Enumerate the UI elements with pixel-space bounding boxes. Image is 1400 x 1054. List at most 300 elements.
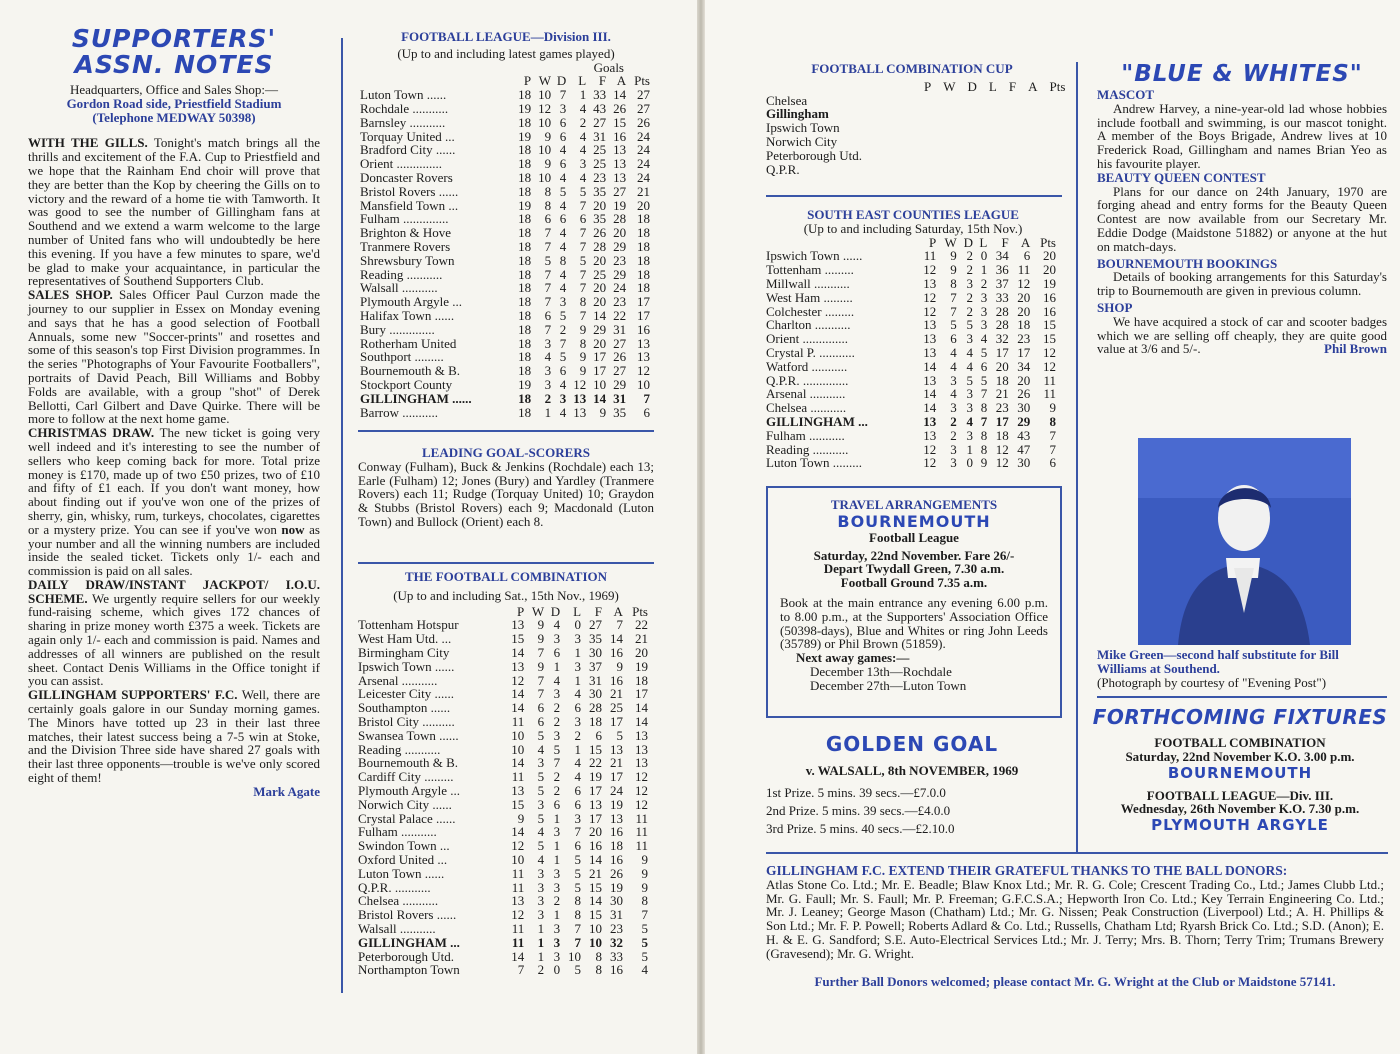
- stat-cell: 5: [950, 317, 957, 333]
- team-name-cell: GILLINGHAM ......: [360, 390, 472, 406]
- stat-cell: 6: [553, 644, 561, 660]
- stat-cell: 7: [553, 755, 561, 771]
- stat-cell: 11: [511, 879, 525, 895]
- stat-cell: 19: [1043, 275, 1056, 291]
- stat-cell: 14: [588, 893, 602, 909]
- stat-cell: 28: [613, 211, 627, 227]
- stat-cell: 9: [544, 128, 552, 144]
- table-row: [766, 429, 1056, 443]
- team-name-cell: Reading ...........: [360, 266, 443, 282]
- stat-cell: 19: [518, 128, 532, 144]
- stat-cell: 35: [588, 631, 602, 647]
- table-row: [360, 337, 650, 351]
- stat-cell: 4: [559, 197, 567, 213]
- stat-cell: 6: [643, 404, 650, 420]
- stat-cell: 4: [574, 686, 582, 702]
- stat-cell: 18: [518, 114, 532, 130]
- table-row: [358, 950, 648, 964]
- player-photo: [1138, 438, 1351, 645]
- stat-cell: 9: [579, 321, 587, 337]
- table-row: [766, 387, 1056, 401]
- stat-cell: 6: [980, 358, 988, 374]
- table-row: [358, 729, 648, 743]
- stat-cell: 4: [559, 376, 567, 392]
- supporters-notes: [28, 26, 320, 799]
- stat-cell: 21: [635, 631, 648, 647]
- travel-date-fare: Saturday, 22nd November. Fare 26/-: [813, 547, 1015, 563]
- table-header-cell: A: [616, 73, 627, 89]
- stat-cell: 7: [579, 280, 587, 296]
- stat-cell: 4: [559, 238, 567, 254]
- team-name-cell: Barnsley ...........: [360, 114, 446, 130]
- table-row: [358, 963, 648, 977]
- stat-cell: 12: [573, 376, 587, 392]
- stat-cell: 6: [595, 727, 602, 743]
- stat-cell: 10: [538, 142, 552, 158]
- stat-cell: 26: [609, 865, 623, 881]
- stat-cell: 20: [1017, 289, 1031, 305]
- stat-cell: 9: [537, 617, 545, 633]
- stat-cell: 13: [511, 658, 525, 674]
- stat-cell: 7: [579, 225, 587, 241]
- stat-cell: 18: [1017, 317, 1031, 333]
- division3-table: [360, 74, 650, 419]
- stat-cell: 14: [588, 851, 602, 867]
- stat-cell: 14: [511, 644, 525, 660]
- stat-cell: 2: [553, 769, 561, 785]
- stat-cell: 30: [609, 893, 623, 909]
- stat-cell: 14: [923, 358, 937, 374]
- stat-cell: 14: [613, 87, 627, 103]
- stat-cell: 29: [613, 376, 627, 392]
- table-row: [766, 415, 1056, 429]
- stat-cell: 8: [574, 893, 582, 909]
- stat-cell: 11: [1043, 372, 1056, 388]
- combination-title: THE FOOTBALL COMBINATION: [404, 569, 607, 584]
- stat-cell: 13: [635, 755, 648, 771]
- stat-cell: 11: [511, 934, 525, 950]
- table-row: [766, 263, 1056, 277]
- stat-cell: 18: [518, 307, 532, 323]
- stat-cell: 2: [966, 303, 974, 319]
- table-row: [358, 894, 648, 908]
- stat-cell: 26: [613, 349, 627, 365]
- table-header-cell: F: [594, 603, 602, 619]
- fixtures-title: FORTHCOMING FIXTURES: [1092, 705, 1388, 729]
- sales-paragraph: SALES SHOP. Sales Officer Paul Curzon made the journey to our supplier in Essex on Monday evening and says that he has a good selection of Football Annuals, some new "Soccer-prints" and rosettes and some of this season's top First Division programmes. In the series "Photographs of Your Favourite Footballers", portraits of David Peach, Bill Williams and Bobby Folds are available, with a group "shot" of Derek Bellotti, Carl Gilbert and Dave Quirke. There will be more to follow at the next home game.: [28, 287, 320, 427]
- stat-cell: 37: [995, 275, 1009, 291]
- table-header-cell: P: [929, 234, 937, 250]
- division3-title: FOOTBALL LEAGUE—Division III.: [401, 29, 611, 44]
- stat-cell: 14: [593, 390, 607, 406]
- stat-cell: 3: [559, 390, 567, 406]
- stat-cell: 11: [511, 920, 525, 936]
- stat-cell: 5: [537, 838, 545, 854]
- stat-cell: 15: [1043, 331, 1056, 347]
- stat-cell: 7: [616, 617, 623, 633]
- team-name-cell: Chelsea ...........: [358, 893, 439, 909]
- table-header-cell: L: [578, 73, 587, 89]
- team-name-cell: Bournemouth & B.: [360, 363, 461, 379]
- stat-cell: 12: [995, 441, 1009, 457]
- table-header-cell: L: [573, 603, 582, 619]
- team-name-cell: Fulham ...........: [358, 824, 437, 840]
- stat-cell: 9: [517, 810, 525, 826]
- stat-cell: 7: [559, 335, 567, 351]
- table-header-cell: P: [516, 603, 525, 619]
- stat-cell: 37: [588, 658, 602, 674]
- stat-cell: 7: [950, 289, 957, 305]
- travel-league: Football League: [869, 529, 959, 545]
- stat-cell: 20: [593, 197, 607, 213]
- stat-cell: 4: [559, 280, 567, 296]
- team-name-cell: GILLINGHAM ...: [766, 413, 868, 429]
- stat-cell: 3: [950, 400, 957, 416]
- fixture-opponent: PLYMOUTH ARGYLE: [1151, 816, 1329, 835]
- stat-cell: 7: [537, 686, 545, 702]
- stat-cell: 6: [559, 211, 567, 227]
- donors-section: [766, 864, 1384, 988]
- stat-cell: 5: [579, 252, 587, 268]
- stat-cell: 14: [511, 686, 525, 702]
- table-row: [358, 632, 648, 646]
- stat-cell: 31: [613, 390, 627, 406]
- team-name-cell: Chelsea ...........: [766, 400, 847, 416]
- stat-cell: 28: [593, 238, 607, 254]
- stat-cell: 18: [518, 404, 532, 420]
- table-row: [360, 309, 650, 323]
- team-name-cell: Halifax Town ......: [360, 307, 455, 323]
- stat-cell: 18: [518, 183, 532, 199]
- stat-cell: 9: [537, 631, 545, 647]
- shop-heading: SHOP: [1097, 299, 1133, 315]
- blue-whites-signature: Phil Brown: [1324, 341, 1387, 357]
- table-row: [360, 323, 650, 337]
- team-name-cell: Arsenal ...........: [766, 386, 846, 402]
- stat-cell: 5: [980, 344, 988, 360]
- blue-whites-title: "BLUE & WHITES": [1121, 61, 1363, 87]
- stat-cell: 19: [588, 769, 602, 785]
- team-name-cell: Birmingham City: [358, 644, 450, 660]
- stat-cell: 9: [641, 879, 648, 895]
- table-row: [358, 674, 648, 688]
- stat-cell: 6: [559, 363, 567, 379]
- stat-cell: 18: [518, 349, 532, 365]
- table-row: [358, 908, 648, 922]
- stat-cell: 27: [637, 87, 650, 103]
- stat-cell: 26: [613, 100, 627, 116]
- table-row: [360, 116, 650, 130]
- stat-cell: 13: [511, 617, 525, 633]
- table-row: [766, 277, 1056, 291]
- table-header-cell: [766, 236, 915, 250]
- stat-cell: 30: [1017, 455, 1031, 471]
- table-header-cell: D: [963, 234, 974, 250]
- stat-cell: 0: [553, 962, 561, 978]
- stat-cell: 29: [613, 238, 627, 254]
- table-header-cell: D: [967, 78, 977, 94]
- stat-cell: 7: [980, 413, 988, 429]
- stat-cell: 8: [595, 948, 602, 964]
- table-row: [358, 867, 648, 881]
- stat-cell: 3: [553, 824, 561, 840]
- stat-cell: 3: [966, 427, 974, 443]
- stat-cell: 26: [1017, 386, 1031, 402]
- stat-cell: 8: [980, 441, 988, 457]
- stat-cell: 13: [635, 727, 648, 743]
- golden-goal-prize: 1st Prize. 5 mins. 39 secs.—£7.0.0: [766, 784, 946, 800]
- stat-cell: 13: [613, 142, 627, 158]
- stat-cell: 20: [1043, 248, 1056, 264]
- stat-cell: 4: [579, 169, 587, 185]
- stat-cell: 3: [579, 156, 587, 172]
- photo-caption: [1097, 648, 1387, 689]
- stat-cell: 1: [553, 810, 561, 826]
- stat-cell: 9: [950, 262, 957, 278]
- mascot-heading: MASCOT: [1097, 87, 1155, 102]
- stat-cell: 13: [609, 741, 623, 757]
- cup-team: Gillingham: [766, 106, 829, 122]
- section-rule: [1097, 696, 1387, 698]
- team-name-cell: Ipswich Town ......: [358, 658, 455, 674]
- stat-cell: 2: [980, 275, 988, 291]
- stat-cell: 4: [966, 358, 974, 374]
- table-header-cell: A: [613, 603, 623, 619]
- stat-cell: 18: [637, 225, 650, 241]
- table-header-cell: L: [988, 78, 997, 94]
- table-row: [360, 392, 650, 406]
- stat-cell: 3: [559, 100, 567, 116]
- donors-footer: Further Ball Donors welcomed; please contact Mr. G. Wright at the Club or Maidstone 57141.: [814, 973, 1336, 989]
- stat-cell: 18: [609, 838, 623, 854]
- stat-cell: 7: [1049, 441, 1056, 457]
- team-name-cell: Mansfield Town ...: [360, 197, 459, 213]
- cup-title: FOOTBALL COMBINATION CUP: [811, 61, 1013, 76]
- stat-cell: 12: [511, 672, 525, 688]
- stat-cell: 13: [923, 344, 937, 360]
- stat-cell: 3: [544, 335, 552, 351]
- stat-cell: 3: [966, 275, 974, 291]
- table-row: [360, 185, 650, 199]
- stat-cell: 7: [544, 266, 552, 282]
- team-name-cell: West Ham Utd. ...: [358, 631, 452, 647]
- travel-box: [766, 486, 1062, 718]
- stat-cell: 17: [637, 294, 650, 310]
- table-header-cell: F: [1001, 234, 1009, 250]
- stat-cell: 19: [613, 197, 627, 213]
- table-row: [766, 291, 1056, 305]
- table-row: [358, 812, 648, 826]
- team-name-cell: Luton Town ......: [360, 87, 447, 103]
- stat-cell: 5: [980, 372, 988, 388]
- stat-cell: 19: [609, 879, 623, 895]
- stat-cell: 21: [609, 755, 623, 771]
- stat-cell: 13: [613, 156, 627, 172]
- stat-cell: 16: [609, 851, 623, 867]
- stat-cell: 14: [511, 948, 525, 964]
- stat-cell: 14: [635, 713, 648, 729]
- stat-cell: 4: [950, 344, 957, 360]
- team-name-cell: Plymouth Argyle ...: [358, 782, 460, 798]
- stat-cell: 3: [537, 865, 545, 881]
- stat-cell: 12: [995, 455, 1009, 471]
- stat-cell: 7: [544, 238, 552, 254]
- team-name-cell: Luton Town ......: [358, 865, 445, 881]
- stat-cell: 3: [553, 686, 561, 702]
- bookings-text: Details of booking arrangements for this Saturday's trip to Bournemouth are given in previous column.: [1097, 269, 1387, 299]
- stat-cell: 13: [923, 317, 937, 333]
- stat-cell: 14: [511, 824, 525, 840]
- stat-cell: 12: [923, 289, 937, 305]
- stat-cell: 25: [609, 700, 623, 716]
- stat-cell: 3: [966, 331, 974, 347]
- secounties-table: [766, 236, 1056, 471]
- stat-cell: 21: [609, 686, 623, 702]
- team-name-cell: Ipswich Town ......: [766, 248, 863, 264]
- stat-cell: 24: [637, 142, 650, 158]
- stat-cell: 7: [579, 266, 587, 282]
- stat-cell: 17: [609, 769, 623, 785]
- stat-cell: 10: [637, 376, 650, 392]
- stat-cell: 4: [559, 225, 567, 241]
- stat-cell: 18: [518, 294, 532, 310]
- stat-cell: 13: [573, 390, 587, 406]
- table-header-cell: W: [531, 603, 545, 619]
- stat-cell: 1: [553, 838, 561, 854]
- stat-cell: 15: [1043, 317, 1056, 333]
- stat-cell: 8: [595, 962, 602, 978]
- stat-cell: 14: [593, 307, 607, 323]
- stat-cell: 16: [609, 962, 623, 978]
- stat-cell: 3: [950, 441, 957, 457]
- table-row: [766, 360, 1056, 374]
- stat-cell: 4: [950, 358, 957, 374]
- stat-cell: 22: [635, 617, 648, 633]
- stat-cell: 10: [538, 87, 552, 103]
- stat-cell: 12: [511, 907, 525, 923]
- stat-cell: 3: [537, 893, 545, 909]
- team-name-cell: Luton Town .........: [766, 455, 862, 471]
- stat-cell: 23: [1017, 331, 1031, 347]
- stat-cell: 4: [537, 741, 545, 757]
- stat-cell: 18: [995, 427, 1009, 443]
- stat-cell: 24: [637, 128, 650, 144]
- table-row: [766, 318, 1056, 332]
- stat-cell: 12: [538, 100, 552, 116]
- stat-cell: 3: [980, 317, 988, 333]
- table-header-cell: Pts: [634, 73, 650, 89]
- beauty-heading: BEAUTY QUEEN CONTEST: [1097, 169, 1266, 185]
- fixture-competition: FOOTBALL LEAGUE—Div. III.: [1146, 787, 1334, 803]
- supporters-fc-paragraph: GILLINGHAM SUPPORTERS' F.C. Well, there are certainly goals galore in our Sunday morning games. The Minors have totted up 23 in their last three matches, their latest success being a 7-5 win at Stoke, and the Division Three side have shared 27 goals with their last three opponents—trouble is we've only scored eight of them!: [28, 687, 321, 786]
- stat-cell: 9: [579, 349, 587, 365]
- stat-cell: 20: [1017, 303, 1031, 319]
- stat-cell: 11: [635, 838, 648, 854]
- stat-cell: 6: [574, 838, 582, 854]
- stat-cell: 9: [599, 404, 607, 420]
- stat-cell: 24: [613, 280, 627, 296]
- team-name-cell: Oxford United ...: [358, 851, 448, 867]
- stat-cell: 8: [574, 907, 582, 923]
- stat-cell: 13: [573, 404, 587, 420]
- table-row: [766, 249, 1056, 263]
- stat-cell: 3: [980, 289, 988, 305]
- stat-cell: 6: [574, 782, 582, 798]
- team-name-cell: Norwich City ......: [358, 796, 452, 812]
- stat-cell: 13: [923, 427, 937, 443]
- stat-cell: 11: [511, 865, 525, 881]
- stat-cell: 10: [538, 169, 552, 185]
- team-name-cell: Stockport County: [360, 376, 453, 392]
- team-name-cell: Swansea Town ......: [358, 727, 459, 743]
- stat-cell: 19: [609, 796, 623, 812]
- stat-cell: 4: [537, 824, 545, 840]
- stat-cell: 16: [609, 824, 623, 840]
- table-row: [360, 295, 650, 309]
- stat-cell: 18: [637, 252, 650, 268]
- stat-cell: 18: [518, 169, 532, 185]
- stat-cell: 13: [588, 796, 602, 812]
- stat-cell: 3: [553, 865, 561, 881]
- golden-goal-match: v. WALSALL, 8th NOVEMBER, 1969: [805, 763, 1019, 778]
- table-row: [358, 784, 648, 798]
- stat-cell: 14: [609, 631, 623, 647]
- stat-cell: 5: [641, 934, 648, 950]
- table-header-cell: Pts: [1049, 78, 1066, 94]
- stat-cell: 8: [1049, 413, 1056, 429]
- table-row: [360, 254, 650, 268]
- golden-goal-prize: 2nd Prize. 5 mins. 39 secs.—£4.0.0: [766, 802, 951, 818]
- table-row: [360, 171, 650, 185]
- stat-cell: 20: [593, 280, 607, 296]
- stat-cell: 31: [613, 321, 627, 337]
- stat-cell: 2: [553, 893, 561, 909]
- stat-cell: 18: [518, 266, 532, 282]
- stat-cell: 1: [553, 851, 561, 867]
- stat-cell: 7: [574, 934, 582, 950]
- team-name-cell: Torquay United ...: [360, 128, 455, 144]
- stat-cell: 3: [553, 631, 561, 647]
- team-name-cell: Colchester .........: [766, 303, 855, 319]
- golden-goal-prizes: [766, 784, 1058, 838]
- beauty-text: Plans for our dance on 24th January, 1970 are forging ahead and entry forms for the Beauty Queen Contest are now available from our Secretary Mr. Eddie Dodge (Maidstone 51882) or anyone at the hut on match-days.: [1097, 183, 1387, 254]
- stat-cell: 6: [559, 128, 567, 144]
- stat-cell: 22: [613, 307, 627, 323]
- stat-cell: 6: [950, 331, 957, 347]
- stat-cell: 12: [1043, 344, 1056, 360]
- table-header-cell: [358, 605, 503, 619]
- stat-cell: 16: [588, 838, 602, 854]
- stat-cell: 5: [966, 317, 974, 333]
- stat-cell: 17: [635, 686, 648, 702]
- team-name-cell: Bury ..............: [360, 321, 435, 337]
- donors-heading: GILLINGHAM F.C. EXTEND THEIR GRATEFUL THANKS TO THE BALL DONORS:: [766, 863, 1288, 878]
- christmas-paragraph: CHRISTMAS DRAW. The new ticket is going very well indeed and it's interesting to see the number of sellers who keep coming back for more. Total prize money is £170, made up of two £50 prizes, two of £10 and fifty of £1 each. If you don't want money, how about finding out if you've won one of the prizes of sherry, gin, whisky, rum, turkeys, chocolates, cigarettes or a mystery prize. You can see if you've won now as your number and all the winning numbers are included inside the sealed ticket. Tickets only 1/- each and commission is paid on all sales.: [28, 425, 320, 579]
- stat-cell: 5: [537, 782, 545, 798]
- golden-goal-section: [766, 732, 1058, 838]
- stat-cell: 2: [553, 700, 561, 716]
- travel-content: [780, 498, 1048, 693]
- stat-cell: 26: [593, 225, 607, 241]
- stat-cell: 30: [588, 686, 602, 702]
- stat-cell: 18: [518, 87, 532, 103]
- stat-cell: 7: [544, 321, 552, 337]
- stat-cell: 17: [593, 363, 607, 379]
- section-rule: [358, 562, 654, 564]
- stat-cell: 19: [518, 197, 532, 213]
- stat-cell: 6: [579, 211, 587, 227]
- stat-cell: 1: [579, 87, 587, 103]
